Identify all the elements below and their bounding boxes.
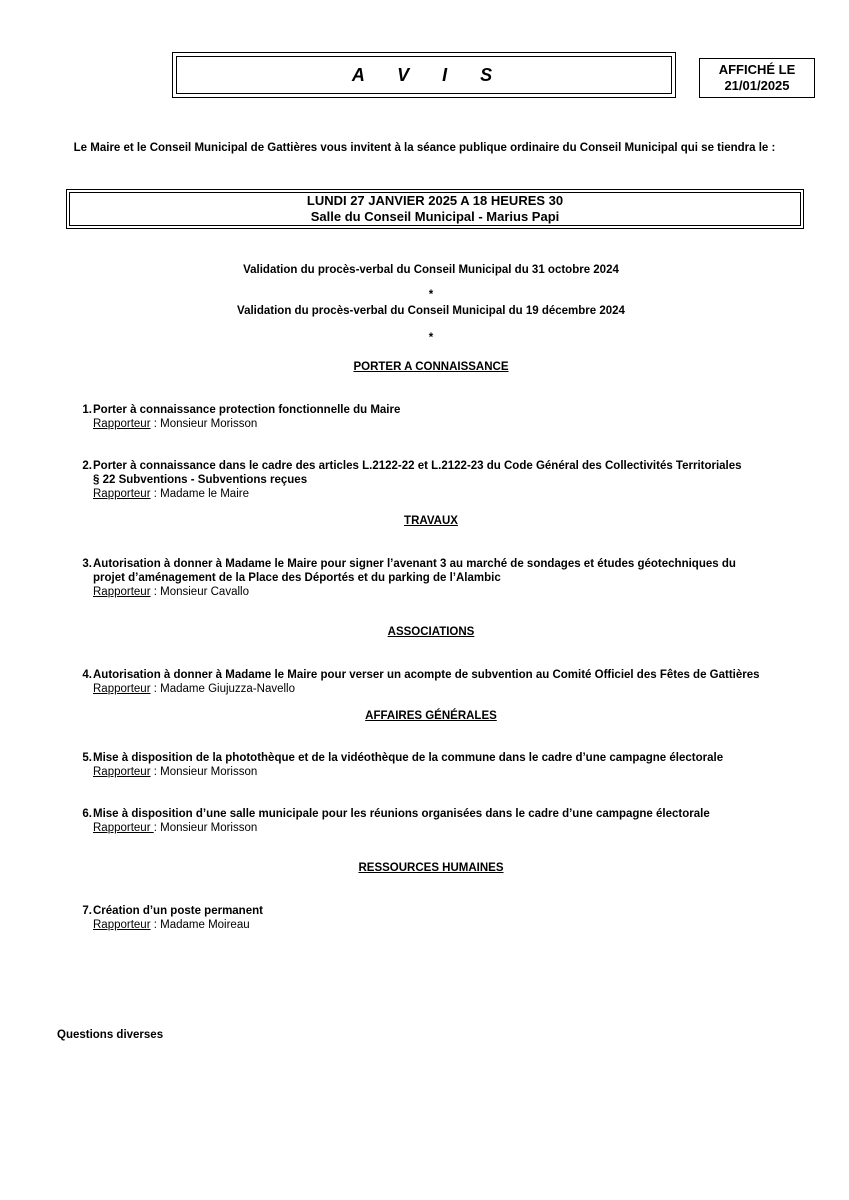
agenda-item-3 bbox=[72, 557, 812, 599]
posted-date-box bbox=[699, 58, 815, 98]
validation-second: Validation du procès-verbal du Conseil Municipal du 19 décembre 2024 bbox=[237, 305, 625, 317]
rapporteur-label: Rapporteur bbox=[93, 488, 151, 500]
intro-text: Le Maire et le Conseil Municipal de Gattières vous invitent à la séance publique ordinaire du Conseil Municipal qui se tiendra le : bbox=[73, 142, 776, 154]
rapporteur-name: : Madame le Maire bbox=[150, 488, 249, 500]
item-number: 4. bbox=[82, 669, 92, 681]
questions-diverses: Questions diverses bbox=[57, 1029, 164, 1041]
agenda-item-4 bbox=[72, 668, 812, 696]
posted-date: 21/01/2025 bbox=[724, 78, 790, 93]
rapporteur-name: : Monsieur Morisson bbox=[150, 766, 258, 778]
rapporteur-label: Rapporteur bbox=[93, 586, 151, 598]
item-rapporteur bbox=[93, 487, 812, 501]
rapporteur-name: : Monsieur Morisson bbox=[153, 822, 258, 834]
agenda-item-6 bbox=[72, 807, 812, 835]
agenda-item-5 bbox=[72, 751, 812, 779]
item-title: Porter à connaissance protection fonctionnelle du Maire bbox=[93, 404, 401, 416]
item-number: 6. bbox=[82, 808, 92, 820]
section-travaux: TRAVAUX bbox=[404, 515, 458, 527]
rapporteur-label: Rapporteur bbox=[93, 683, 151, 695]
item-title: Porter à connaissance dans le cadre des articles L.2122-22 et L.2122-23 du Code Général des Collectivités Territoriales bbox=[93, 460, 742, 472]
title-box bbox=[172, 52, 676, 98]
agenda-item-2 bbox=[72, 459, 812, 501]
item-rapporteur bbox=[93, 918, 812, 932]
item-title: Autorisation à donner à Madame le Maire pour signer l’avenant 3 au marché de sondages et études géotechniques du bbox=[93, 558, 736, 570]
meeting-box-inner bbox=[69, 192, 801, 226]
section-affaires-generales: AFFAIRES GÉNÉRALES bbox=[365, 710, 497, 722]
meeting-box bbox=[66, 189, 804, 229]
item-number: 2. bbox=[82, 460, 92, 472]
rapporteur-label: Rapporteur bbox=[93, 766, 151, 778]
item-number: 7. bbox=[82, 905, 92, 917]
item-number: 1. bbox=[82, 404, 92, 416]
item-rapporteur bbox=[93, 821, 812, 835]
item-rapporteur bbox=[93, 585, 812, 599]
meeting-place: Salle du Conseil Municipal - Marius Papi bbox=[310, 209, 560, 224]
rapporteur-name: : Monsieur Cavallo bbox=[150, 586, 249, 598]
item-title-line-2: projet d’aménagement de la Place des Déportés et du parking de l’Alambic bbox=[93, 572, 501, 584]
section-associations: ASSOCIATIONS bbox=[387, 626, 475, 638]
agenda-item-7 bbox=[72, 904, 812, 932]
validation-separator-1: * bbox=[428, 289, 434, 301]
item-title: Mise à disposition d’une salle municipale pour les réunions organisées dans le cadre d’une campagne électorale bbox=[93, 808, 710, 820]
rapporteur-name: : Madame Giujuzza-Navello bbox=[150, 683, 295, 695]
section-porter: PORTER A CONNAISSANCE bbox=[353, 361, 509, 373]
item-title-line-2: § 22 Subventions - Subventions reçues bbox=[93, 474, 308, 486]
section-ressources-humaines: RESSOURCES HUMAINES bbox=[358, 862, 504, 874]
rapporteur-label: Rapporteur bbox=[93, 822, 154, 834]
item-title: Mise à disposition de la photothèque et de la vidéothèque de la commune dans le cadre d’une campagne électorale bbox=[93, 752, 724, 764]
agenda-item-1 bbox=[72, 403, 812, 431]
item-rapporteur bbox=[93, 682, 812, 696]
item-title: Création d’un poste permanent bbox=[93, 905, 263, 917]
rapporteur-name: : Madame Moireau bbox=[150, 919, 250, 931]
item-title: Autorisation à donner à Madame le Maire pour verser un acompte de subvention au Comité Officiel des Fêtes de Gattières bbox=[93, 669, 760, 681]
meeting-date: LUNDI 27 JANVIER 2025 A 18 HEURES 30 bbox=[306, 193, 564, 208]
rapporteur-label: Rapporteur bbox=[93, 418, 151, 430]
item-number: 3. bbox=[82, 558, 92, 570]
rapporteur-name: : Monsieur Morisson bbox=[150, 418, 258, 430]
posted-label: AFFICHÉ LE bbox=[718, 62, 796, 77]
item-rapporteur bbox=[93, 765, 812, 779]
rapporteur-label: Rapporteur bbox=[93, 919, 151, 931]
item-number: 5. bbox=[82, 752, 92, 764]
item-rapporteur bbox=[93, 417, 812, 431]
page-title: A V I S bbox=[176, 56, 672, 94]
validation-separator-2: * bbox=[428, 332, 434, 344]
validation-first: Validation du procès-verbal du Conseil Municipal du 31 octobre 2024 bbox=[243, 264, 619, 276]
